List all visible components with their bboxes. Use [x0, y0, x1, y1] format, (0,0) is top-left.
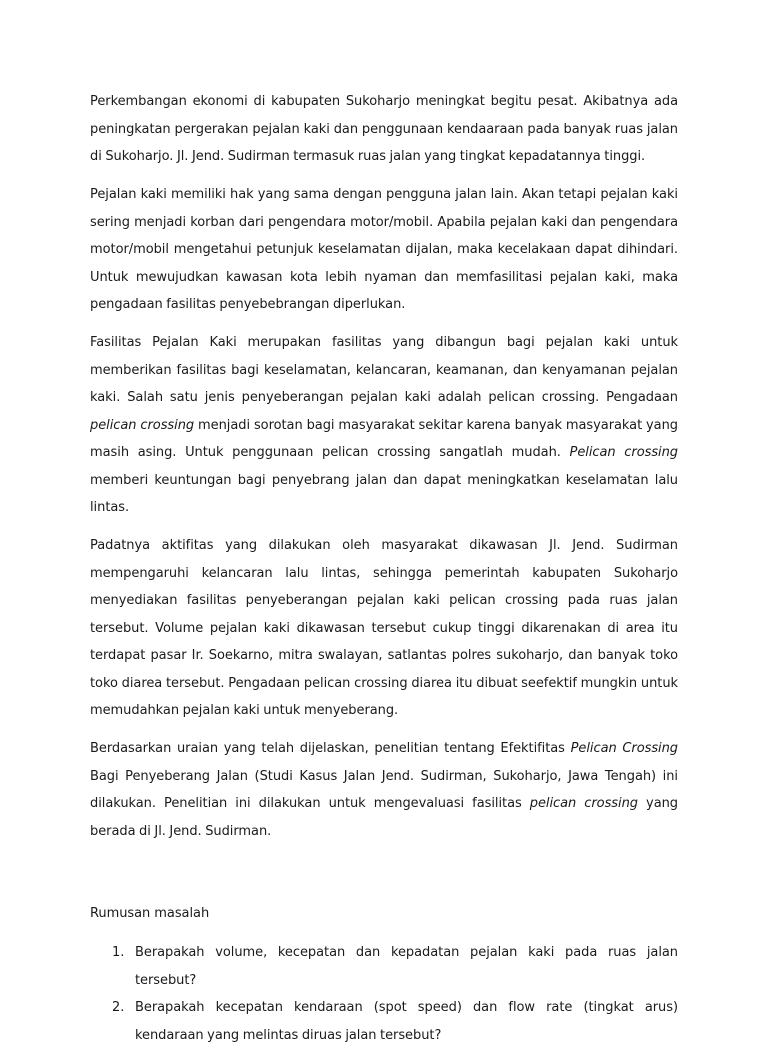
document-page: [90, 88, 678, 1049]
paragraph: [90, 329, 678, 522]
paragraph-text: memberi keuntungan bagi penyebrang jalan dan dapat meningkatkan keselamatan lalu lintas.: [90, 472, 678, 515]
paragraph: [90, 532, 678, 725]
paragraph-text: Berdasarkan uraian yang telah dijelaskan, penelitian tentang Efektifitas: [90, 741, 571, 756]
list-number: 1.: [112, 945, 125, 960]
italic-term: pelican crossing: [90, 417, 195, 433]
italic-term: Pelican Crossing: [570, 741, 678, 756]
italic-term: Pelican crossing: [569, 445, 679, 460]
paragraph-text: Perkembangan ekonomi di kabupaten Sukoharjo meningkat begitu pesat. Akibatnya ada peningkatan pergerakan pejalan kaki dan penggunaan kendaaraan pada banyak ruas jalan di Sukoharjo. Jl. Jend. Sudirman termasuk ruas jalan yang tingkat kepadatannya tinggi.: [90, 94, 678, 164]
paragraph: [90, 181, 678, 319]
paragraph-text: Pejalan kaki memiliki hak yang sama dengan pengguna jalan lain. Akan tetapi pejalan kaki sering menjadi korban dari pengendara motor/mobil. Apabila pejalan kaki dan pengendara motor/mobil mengetahui petunjuk keselamatan dijalan, maka kecelakaan dapat dihindari. Untuk mewujudkan kawasan kota lebih nyaman dan memfasilitasi pejalan kaki, maka pengadaan fasilitas penyebebrangan diperlukan.: [90, 187, 678, 312]
paragraph-text: Fasilitas Pejalan Kaki merupakan fasilitas yang dibangun bagi pejalan kaki untuk memberikan fasilitas bagi keselamatan, kelancaran, keamanan, dan kenyamanan pejalan kaki. Salah satu jenis penyeberangan pejalan kaki adalah pelican crossing. Pengadaan: [90, 335, 678, 405]
paragraph-text: yang berada di Jl. Jend. Sudirman.: [90, 796, 678, 839]
italic-term: pelican crossing: [529, 796, 638, 811]
list-item-text: Berapakah kecepatan kendaraan (spot speed) dan flow rate (tingkat arus) kendaraan yang melintas diruas jalan tersebut?: [135, 1000, 678, 1043]
paragraph-text: menjadi sorotan bagi masyarakat sekitar karena banyak masyarakat yang masih asing. Untuk penggunaan pelican crossing sangatlah mudah.: [90, 417, 678, 460]
paragraph: [90, 88, 678, 171]
list-item: [90, 994, 678, 1049]
list-item: [90, 939, 678, 994]
list-item-text: Berapakah volume, kecepatan dan kepadatan pejalan kaki pada ruas jalan tersebut?: [135, 945, 678, 988]
paragraph: [90, 735, 678, 845]
body-text: [90, 88, 678, 845]
section-heading: Rumusan masalah: [90, 906, 210, 921]
problem-list: [90, 939, 678, 1049]
list-number: 2.: [112, 1000, 125, 1015]
paragraph-text: Bagi Penyeberang Jalan (Studi Kasus Jalan Jend. Sudirman, Sukoharjo, Jawa Tengah) ini dilakukan. Penelitian ini dilakukan untuk mengevaluasi fasilitas: [90, 768, 678, 811]
paragraph-text: Padatnya aktifitas yang dilakukan oleh masyarakat dikawasan Jl. Jend. Sudirman mempengaruhi kelancaran lalu lintas, sehingga pemerintah kabupaten Sukoharjo menyediakan fasilitas penyeberangan pejalan kaki pelican crossing pada ruas jalan tersebut. Volume pejalan kaki dikawasan tersebut cukup tinggi dikarenakan di area itu terdapat pasar Ir. Soekarno, mitra swalayan, satlantas polres sukoharjo, dan banyak toko toko diarea tersebut. Pengadaan pelican crossing diarea itu dibuat seefektif mungkin untuk memudahkan pejalan kaki untuk menyeberang.: [90, 538, 678, 718]
